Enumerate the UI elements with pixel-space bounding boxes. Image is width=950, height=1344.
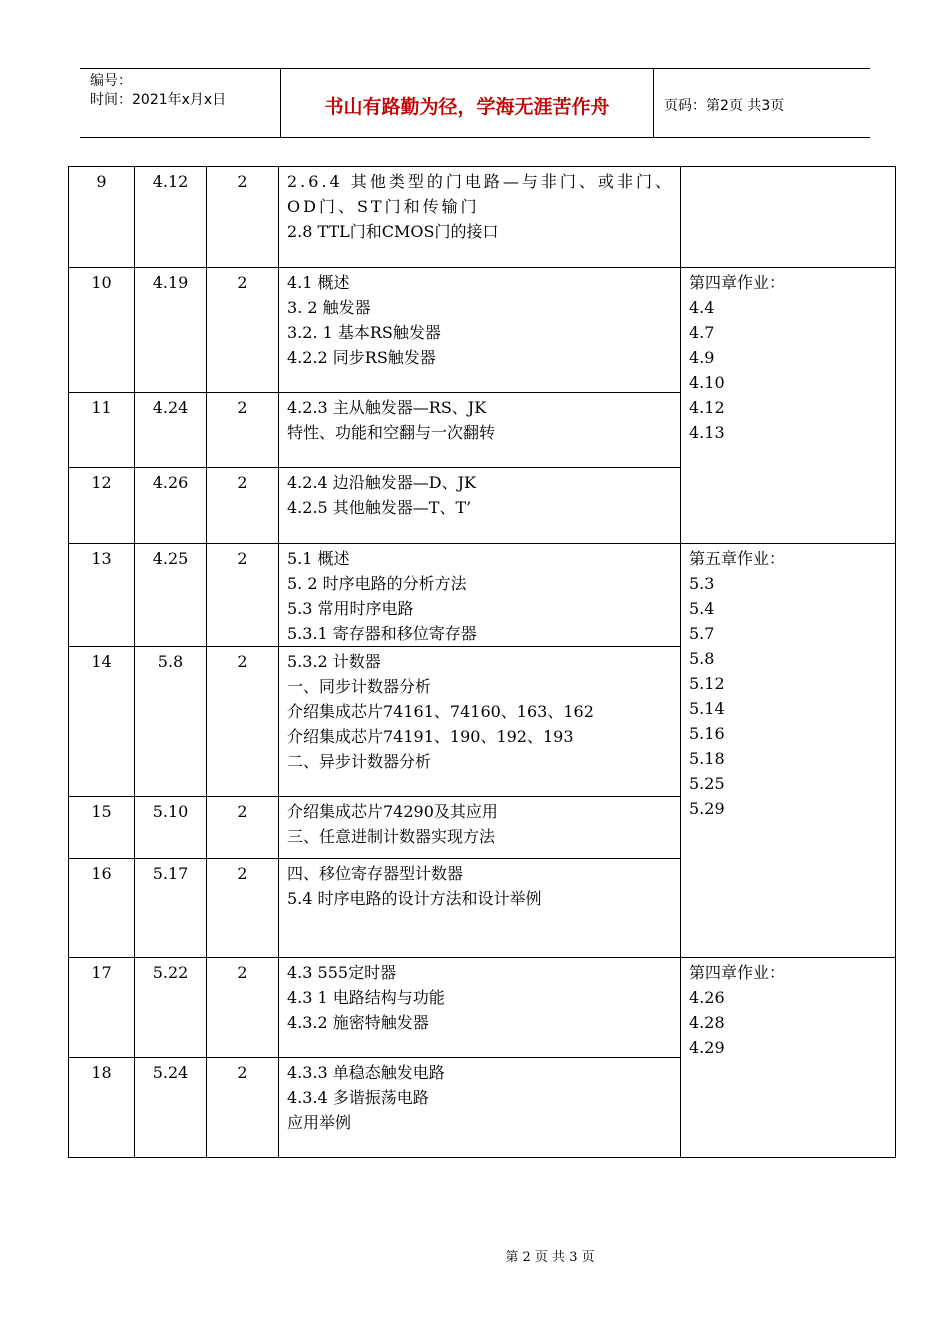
content-line: 4.1 概述 <box>287 273 350 292</box>
row-hours: 2 <box>207 647 279 797</box>
homework-item: 4.26 <box>689 988 725 1007</box>
row-hours: 2 <box>207 468 279 544</box>
row-number: 17 <box>69 958 135 1058</box>
content-line: 4.3.4 多谐振荡电路 <box>287 1088 429 1107</box>
content-line: 特性、功能和空翻与一次翻转 <box>287 423 496 442</box>
homework-item: 5.7 <box>689 624 715 643</box>
row-content <box>279 468 681 544</box>
row-hours: 2 <box>207 958 279 1058</box>
row-date: 4.12 <box>135 167 207 268</box>
row-hours: 2 <box>207 268 279 393</box>
homework-item: 4.29 <box>689 1038 725 1057</box>
homework-item: 5.18 <box>689 749 725 768</box>
content-line: 4.3.3 单稳态触发电路 <box>287 1063 445 1082</box>
table-row <box>69 268 896 393</box>
time-label: 时间：2021年x月x日 <box>90 92 227 108</box>
row-date: 4.26 <box>135 468 207 544</box>
row-content <box>279 647 681 797</box>
row-number: 9 <box>69 167 135 268</box>
content-line: 5.3 常用时序电路 <box>287 599 414 618</box>
homework-title: 第四章作业： <box>689 273 786 292</box>
row-content <box>279 167 681 268</box>
row-number: 16 <box>69 859 135 958</box>
content-line: 4.2.2 同步RS触发器 <box>287 348 436 367</box>
row-hours: 2 <box>207 544 279 647</box>
content-line: 5.3.2 计数器 <box>287 652 381 671</box>
row-hours: 2 <box>207 1058 279 1158</box>
content-line: 应用举例 <box>287 1113 352 1132</box>
content-line: 一、同步计数器分析 <box>287 677 432 696</box>
homework-cell <box>681 167 896 268</box>
page-header <box>80 68 870 138</box>
homework-item: 5.8 <box>689 649 715 668</box>
row-number: 14 <box>69 647 135 797</box>
homework-item: 4.9 <box>689 348 715 367</box>
row-date: 4.24 <box>135 393 207 468</box>
homework-cell <box>681 958 896 1158</box>
content-line: 5.4 时序电路的设计方法和设计举例 <box>287 889 542 908</box>
homework-item: 5.16 <box>689 724 725 743</box>
homework-item: 5.12 <box>689 674 725 693</box>
header-page-label: 页码：第2页 共3页 <box>664 98 785 114</box>
row-content <box>279 1058 681 1158</box>
homework-cell <box>681 544 896 958</box>
content-line: 5.3.1 寄存器和移位寄存器 <box>287 624 477 643</box>
row-hours: 2 <box>207 393 279 468</box>
content-line: 三、任意进制计数器实现方法 <box>287 827 496 846</box>
row-hours: 2 <box>207 797 279 859</box>
content-line: 5.1 概述 <box>287 549 350 568</box>
content-line: 四、移位寄存器型计数器 <box>287 864 464 883</box>
content-line: 4.3 1 电路结构与功能 <box>287 988 445 1007</box>
content-line: 3. 2 触发器 <box>287 298 371 317</box>
row-content <box>279 859 681 958</box>
row-content <box>279 268 681 393</box>
homework-item: 4.10 <box>689 373 725 392</box>
header-meta <box>80 69 281 137</box>
row-content <box>279 797 681 859</box>
content-line: 介绍集成芯片74290及其应用 <box>287 802 498 821</box>
row-hours: 2 <box>207 167 279 268</box>
content-line: 5. 2 时序电路的分析方法 <box>287 574 467 593</box>
row-number: 18 <box>69 1058 135 1158</box>
content-line: 4.2.5 其他触发器—T、T’ <box>287 498 472 517</box>
content-line: 2.6.4 其他类型的门电路—与非门、或非门、OD门、ST门和传输门 <box>287 172 674 216</box>
row-content <box>279 393 681 468</box>
row-date: 5.22 <box>135 958 207 1058</box>
content-line: 3.2. 1 基本RS触发器 <box>287 323 441 342</box>
table-row <box>69 958 896 1058</box>
row-content <box>279 958 681 1058</box>
homework-item: 5.29 <box>689 799 725 818</box>
row-number: 12 <box>69 468 135 544</box>
content-line: 4.3 555定时器 <box>287 963 397 982</box>
row-date: 4.25 <box>135 544 207 647</box>
homework-item: 4.13 <box>689 423 725 442</box>
homework-item: 4.4 <box>689 298 715 317</box>
row-content <box>279 544 681 647</box>
row-number: 10 <box>69 268 135 393</box>
schedule-table <box>68 166 896 1158</box>
table-row <box>69 167 896 268</box>
number-label: 编号： <box>90 73 132 89</box>
row-date: 5.8 <box>135 647 207 797</box>
row-date: 5.24 <box>135 1058 207 1158</box>
content-line: 4.3.2 施密特触发器 <box>287 1013 429 1032</box>
homework-item: 4.12 <box>689 398 725 417</box>
homework-item: 5.25 <box>689 774 725 793</box>
content-line: 介绍集成芯片74161、74160、163、162 <box>287 702 594 721</box>
homework-title: 第四章作业： <box>689 963 786 982</box>
content-line: 2.8 TTL门和CMOS门的接口 <box>287 222 499 241</box>
header-motto: 书山有路勤为径，学海无涯苦作舟 <box>281 69 654 137</box>
content-line: 介绍集成芯片74191、190、192、193 <box>287 727 574 746</box>
row-number: 11 <box>69 393 135 468</box>
row-date: 5.10 <box>135 797 207 859</box>
homework-item: 5.3 <box>689 574 715 593</box>
page-footer: 第 2 页 共 3 页 <box>505 1250 595 1265</box>
row-number: 13 <box>69 544 135 647</box>
content-line: 4.2.4 边沿触发器—D、JK <box>287 473 476 492</box>
homework-title: 第五章作业： <box>689 549 786 568</box>
row-date: 4.19 <box>135 268 207 393</box>
row-date: 5.17 <box>135 859 207 958</box>
homework-cell <box>681 268 896 544</box>
homework-item: 5.4 <box>689 599 715 618</box>
homework-item: 4.28 <box>689 1013 725 1032</box>
row-number: 15 <box>69 797 135 859</box>
content-line: 4.2.3 主从触发器—RS、JK <box>287 398 487 417</box>
homework-item: 5.14 <box>689 699 725 718</box>
content-line: 二、异步计数器分析 <box>287 752 432 771</box>
row-hours: 2 <box>207 859 279 958</box>
homework-item: 4.7 <box>689 323 715 342</box>
table-row <box>69 544 896 647</box>
